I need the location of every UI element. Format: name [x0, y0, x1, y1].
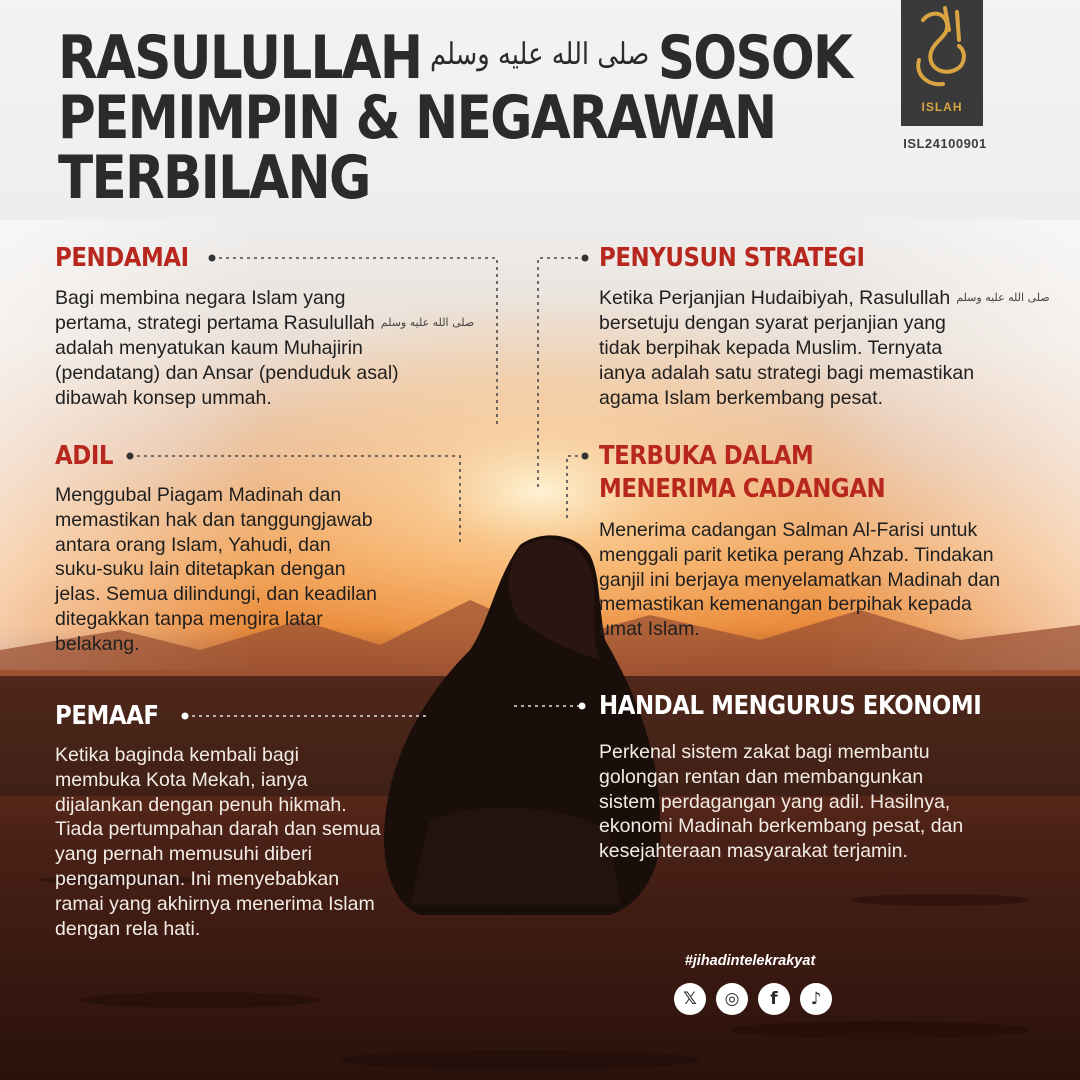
hashtag: #jihadintelekrakyat — [684, 953, 816, 969]
text-line: bersetuju dengan syarat perjanjian yang — [599, 312, 946, 335]
text-pendamai — [55, 286, 474, 410]
text-line: dijalankan dengan penuh hikmah. — [55, 793, 347, 816]
facebook-icon[interactable]: f — [758, 983, 790, 1015]
title-line-2: PEMIMPIN & NEGARAWAN — [58, 83, 776, 153]
heading-handal-mengurus-ekonomi: HANDAL MENGURUS EKONOMI — [599, 691, 982, 721]
calligraphy-logo-icon — [901, 0, 983, 98]
text-line: membuka Kota Mekah, ianya — [55, 768, 308, 791]
text-line-content: pertama, strategi pertama Rasulullah — [55, 311, 375, 334]
x-icon[interactable]: 𝕏 — [674, 983, 706, 1015]
text-line: memastikan kemenangan berpihak kepada — [599, 593, 972, 616]
tiktok-icon[interactable]: ♪ — [800, 983, 832, 1015]
text-line: Perkenal sistem zakat bagi membantu — [599, 741, 930, 763]
text-line: Menggubal Piagam Madinah dan — [55, 484, 342, 506]
text-line: golongan rentan dan membangunkan — [599, 765, 924, 788]
salawat-icon: صلى الله عليه وسلم — [380, 316, 475, 330]
title-line-3: TERBILANG — [58, 143, 370, 213]
islah-logo — [901, 0, 983, 126]
text-adil — [55, 483, 377, 657]
text-penyusun-strategi — [599, 286, 1050, 410]
text-line: pengampunan. Ini menyebabkan — [55, 867, 340, 890]
text-line: Bagi membina negara Islam yang — [55, 287, 346, 309]
text-line: Menerima cadangan Salman Al-Farisi untuk — [599, 519, 978, 541]
text-line: umat Islam. — [599, 618, 700, 641]
text-line: dengan rela hati. — [55, 917, 201, 940]
title-part-sosok: SOSOK — [657, 23, 852, 93]
text-line-content: Ketika Perjanjian Hudaibiyah, Rasulullah — [599, 287, 951, 309]
text-line: kesejahteraan masyarakat terjamin. — [599, 840, 908, 863]
heading-terbuka-line1: TERBUKA DALAM — [599, 441, 814, 471]
text-pemaaf — [55, 743, 381, 941]
text-line: dibawah konsep ummah. — [55, 386, 272, 409]
text-line: ramai yang akhirnya menerima Islam — [55, 892, 375, 915]
heading-pemaaf: PEMAAF — [55, 701, 159, 731]
text-line: Tiada pertumpahan darah dan semua — [55, 818, 381, 841]
instagram-icon[interactable]: ◎ — [716, 983, 748, 1015]
text-line: ianya adalah satu strategi bagi memastikan — [599, 361, 975, 384]
reference-code: ISL24100901 — [903, 136, 987, 151]
text-line: ditegakkan tanpa mengira latar — [55, 607, 323, 630]
text-line: sistem perdagangan yang adil. Hasilnya, — [599, 790, 951, 813]
text-line: (pendatang) dan Ansar (penduduk asal) — [55, 361, 399, 384]
text-line: adalah menyatukan kaum Muhajirin — [55, 337, 363, 360]
text-line: menggali parit ketika perang Ahzab. Tindakan — [599, 543, 994, 566]
text-line: memastikan hak dan tanggungjawab — [55, 508, 373, 531]
text-line: belakang. — [55, 632, 140, 655]
salawat-calligraphy: صلى الله عليه وسلم — [429, 37, 650, 73]
text-line: ganjil ini berjaya menyelamatkan Madinah dan — [599, 568, 1001, 591]
text-line: agama Islam berkembang pesat. — [599, 386, 883, 409]
heading-pendamai: PENDAMAI — [55, 243, 189, 273]
text-line: jelas. Semua dilindungi, dan keadilan — [55, 583, 377, 606]
text-line: Ketika baginda kembali bagi — [55, 744, 299, 766]
text-line — [55, 311, 474, 336]
heading-adil: ADIL — [55, 441, 114, 471]
text-terbuka — [599, 518, 1000, 642]
text-line: suku-suku lain ditetapkan dengan — [55, 558, 346, 581]
page-title — [58, 23, 852, 213]
salawat-icon: صلى الله عليه وسلم — [956, 291, 1050, 305]
text-line: tidak berpihak kepada Muslim. Ternyata — [599, 337, 943, 360]
heading-terbuka-line2: MENERIMA CADANGAN — [599, 474, 886, 504]
text-line: antara orang Islam, Yahudi, dan — [55, 533, 331, 556]
text-ekonomi — [599, 740, 963, 864]
logo-label: ISLAH — [921, 100, 963, 114]
heading-penyusun-strategi: PENYUSUN STRATEGI — [599, 243, 865, 273]
title-part-rasulullah: RASULULLAH — [58, 23, 422, 93]
text-line — [599, 286, 1050, 311]
text-line: ekonomi Madinah berkembang pesat, dan — [599, 815, 964, 838]
text-line: yang pernah memusuhi diberi — [55, 843, 312, 866]
